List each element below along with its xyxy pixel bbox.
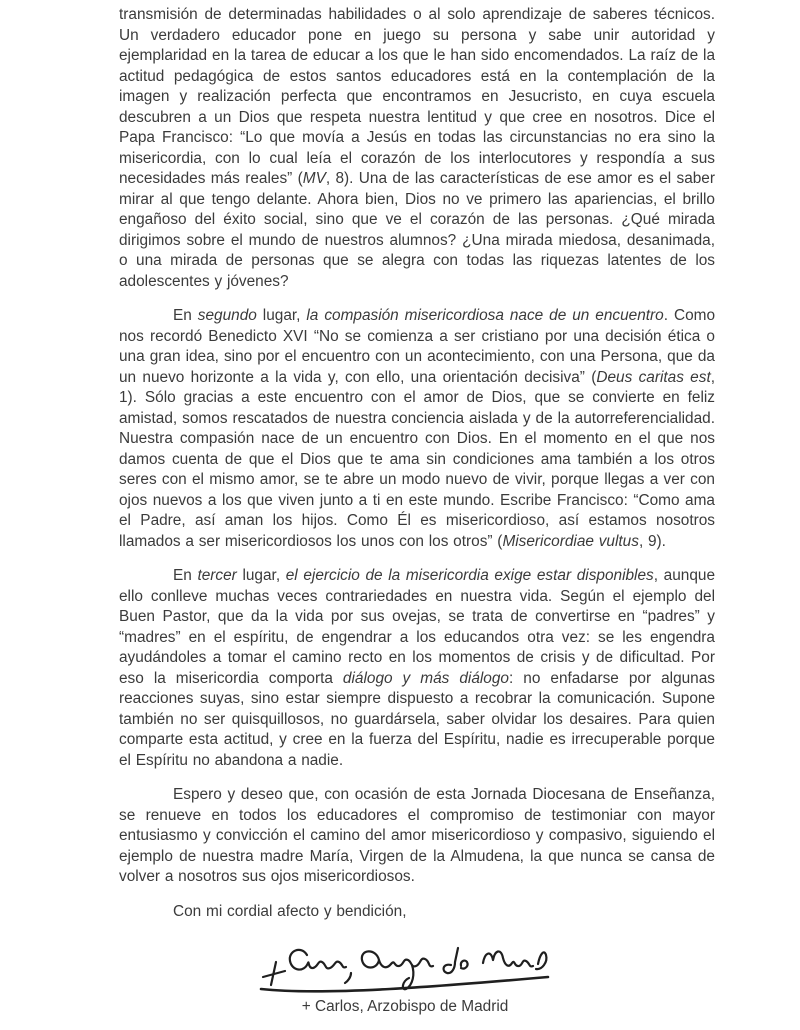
signature-underline (261, 977, 548, 991)
italic-text-segment: Deus caritas est (596, 368, 711, 386)
paragraph-1 (119, 5, 715, 292)
text-segment: transmisión de determinadas habilidades o al solo aprendizaje de saberes técnicos. Un verdadero educador pone en juego su persona y sabe unir autoridad y ejemplaridad en la tarea de educar a los que le han sido encomendados. La raíz de la actitud pedagógica de estos santos educadores está en la contemplación de la imagen y realización perfecta que encontramos en Jesucristo, en cuya escuela descubren a un Dios que respeta nuestra lentitud y que cree en nosotros. Dice el Papa Francisco: “Lo que movía a Jesús en todas las circunstancias no era sino la misericordia, con lo cual leía el corazón de los interlocutores y respondía a sus necesidades más reales” ( (119, 6, 715, 187)
closing-line (119, 902, 715, 923)
italic-text-segment: Misericordiae vultus (502, 532, 639, 550)
signature-stroke (263, 962, 285, 985)
paragraph-2 (119, 306, 715, 552)
text-segment: . Como nos recordó Benedicto XVI “No se comienza a ser cristiano por una decisión ética o una gran idea, sino por el encuentro con un acontecimiento, con una Persona, que da un nuevo horizonte a la vida y, con ello, una orientación decisiva” ( (119, 307, 716, 386)
text-segment: , 8). Una de las características de ese amor es el saber mirar al que tengo delante. Ahora bien, Dios no ve primero las apariencias, el brillo engañoso del éxito social, sino que ve el corazón de las personas. ¿Qué mirada dirigimos sobre el mundo de nuestros alumnos? ¿Una mirada miedosa, desanimada, o una mirada de personas que se alegra con todas las riquezas latentes de los adolescentes y jóvenes? (119, 170, 715, 290)
text-segment: lugar, (236, 567, 286, 584)
signature-stroke (290, 950, 346, 970)
italic-text-segment: la compasión misericordiosa nace de un encuentro (306, 307, 664, 324)
signature-stroke (536, 952, 546, 969)
italic-text-segment: diálogo y más diálogo (342, 669, 509, 687)
signature-stroke (403, 965, 413, 989)
text-segment: , 9). (638, 532, 666, 550)
signature-stroke (461, 961, 468, 969)
italic-text-segment: MV (302, 170, 326, 187)
signature-stroke (362, 951, 433, 967)
signature-block (249, 936, 561, 1016)
text-segment: Con mi cordial afecto y bendición, (173, 902, 407, 920)
handwritten-signature (255, 936, 555, 996)
paragraph-3 (119, 566, 715, 771)
text-segment: , aunque ello conlleve muchas veces contrariedades en nuestra vida. Según el ejemplo del Buen Pastor, que da la vida por sus ovejas, se trata de convertirse en “padres” y “madres” en el espíritu, de engendrar a los educandos otra vez: se les engendra ayudándoles a tomar el camino recto en los momentos de crisis y de dificultad. Por eso la misericordia comporta (119, 567, 716, 687)
signature-stroke (483, 951, 533, 966)
italic-text-segment: el ejercicio de la misericordia exige estar disponibles (285, 567, 654, 584)
text-segment: , 1). Sólo gracias a este encuentro con el amor de Dios, que se convierte en feliz amistad, somos rescatados de nuestra conciencia aislada y de la autorreferencialidad. Nuestra compasión nace de un encuentro con Dios. En el momento en el que nos damos cuenta de que el Dios que te ama sin condiciones ama también a los otros seres con el mismo amor, se te abre un modo nuevo de vivir, porque llegas a ver con ojos nuevos a los que viven junto a ti en este mundo. Escribe Francisco: “Como ama el Padre, así aman los hijos. Como Él es misericordioso, así estamos nosotros llamados a ser misericordiosos los unos con los otros” ( (119, 368, 715, 550)
paragraph-4 (119, 785, 715, 888)
text-segment: Espero y deseo que, con ocasión de esta Jornada Diocesana de Enseñanza, se renueve en todos los educadores el compromiso de testimoniar con mayor entusiasmo y convicción el camino del amor misericordioso y compasivo, siguiendo el ejemplo de nuestra madre María, Virgen de la Almudena, la que nunca se cansa de volver a nosotros sus ojos misericordiosos. (119, 786, 715, 885)
text-segment: lugar, (256, 307, 307, 324)
text-segment: En (173, 567, 198, 584)
signature-stroke (444, 948, 458, 973)
typed-signature: + Carlos, Arzobispo de Madrid (301, 998, 509, 1015)
text-segment: : no enfadarse por algunas reacciones suyas, sino estar siempre dispuesto a recobrar la comunicación. Supone también no ser quisquillosos, no guardársela, saber olvidar los desaires. Para quien comparte esta actitud, y cree en la fuerza del Espíritu, nadie es irrecuperable porque el Espíritu no abandona a nadie. (119, 669, 715, 769)
italic-text-segment: tercer (197, 567, 237, 584)
letter-body (119, 5, 715, 1016)
italic-text-segment: segundo (197, 307, 257, 324)
text-segment: En (173, 307, 198, 324)
signature-stroke (345, 973, 351, 983)
